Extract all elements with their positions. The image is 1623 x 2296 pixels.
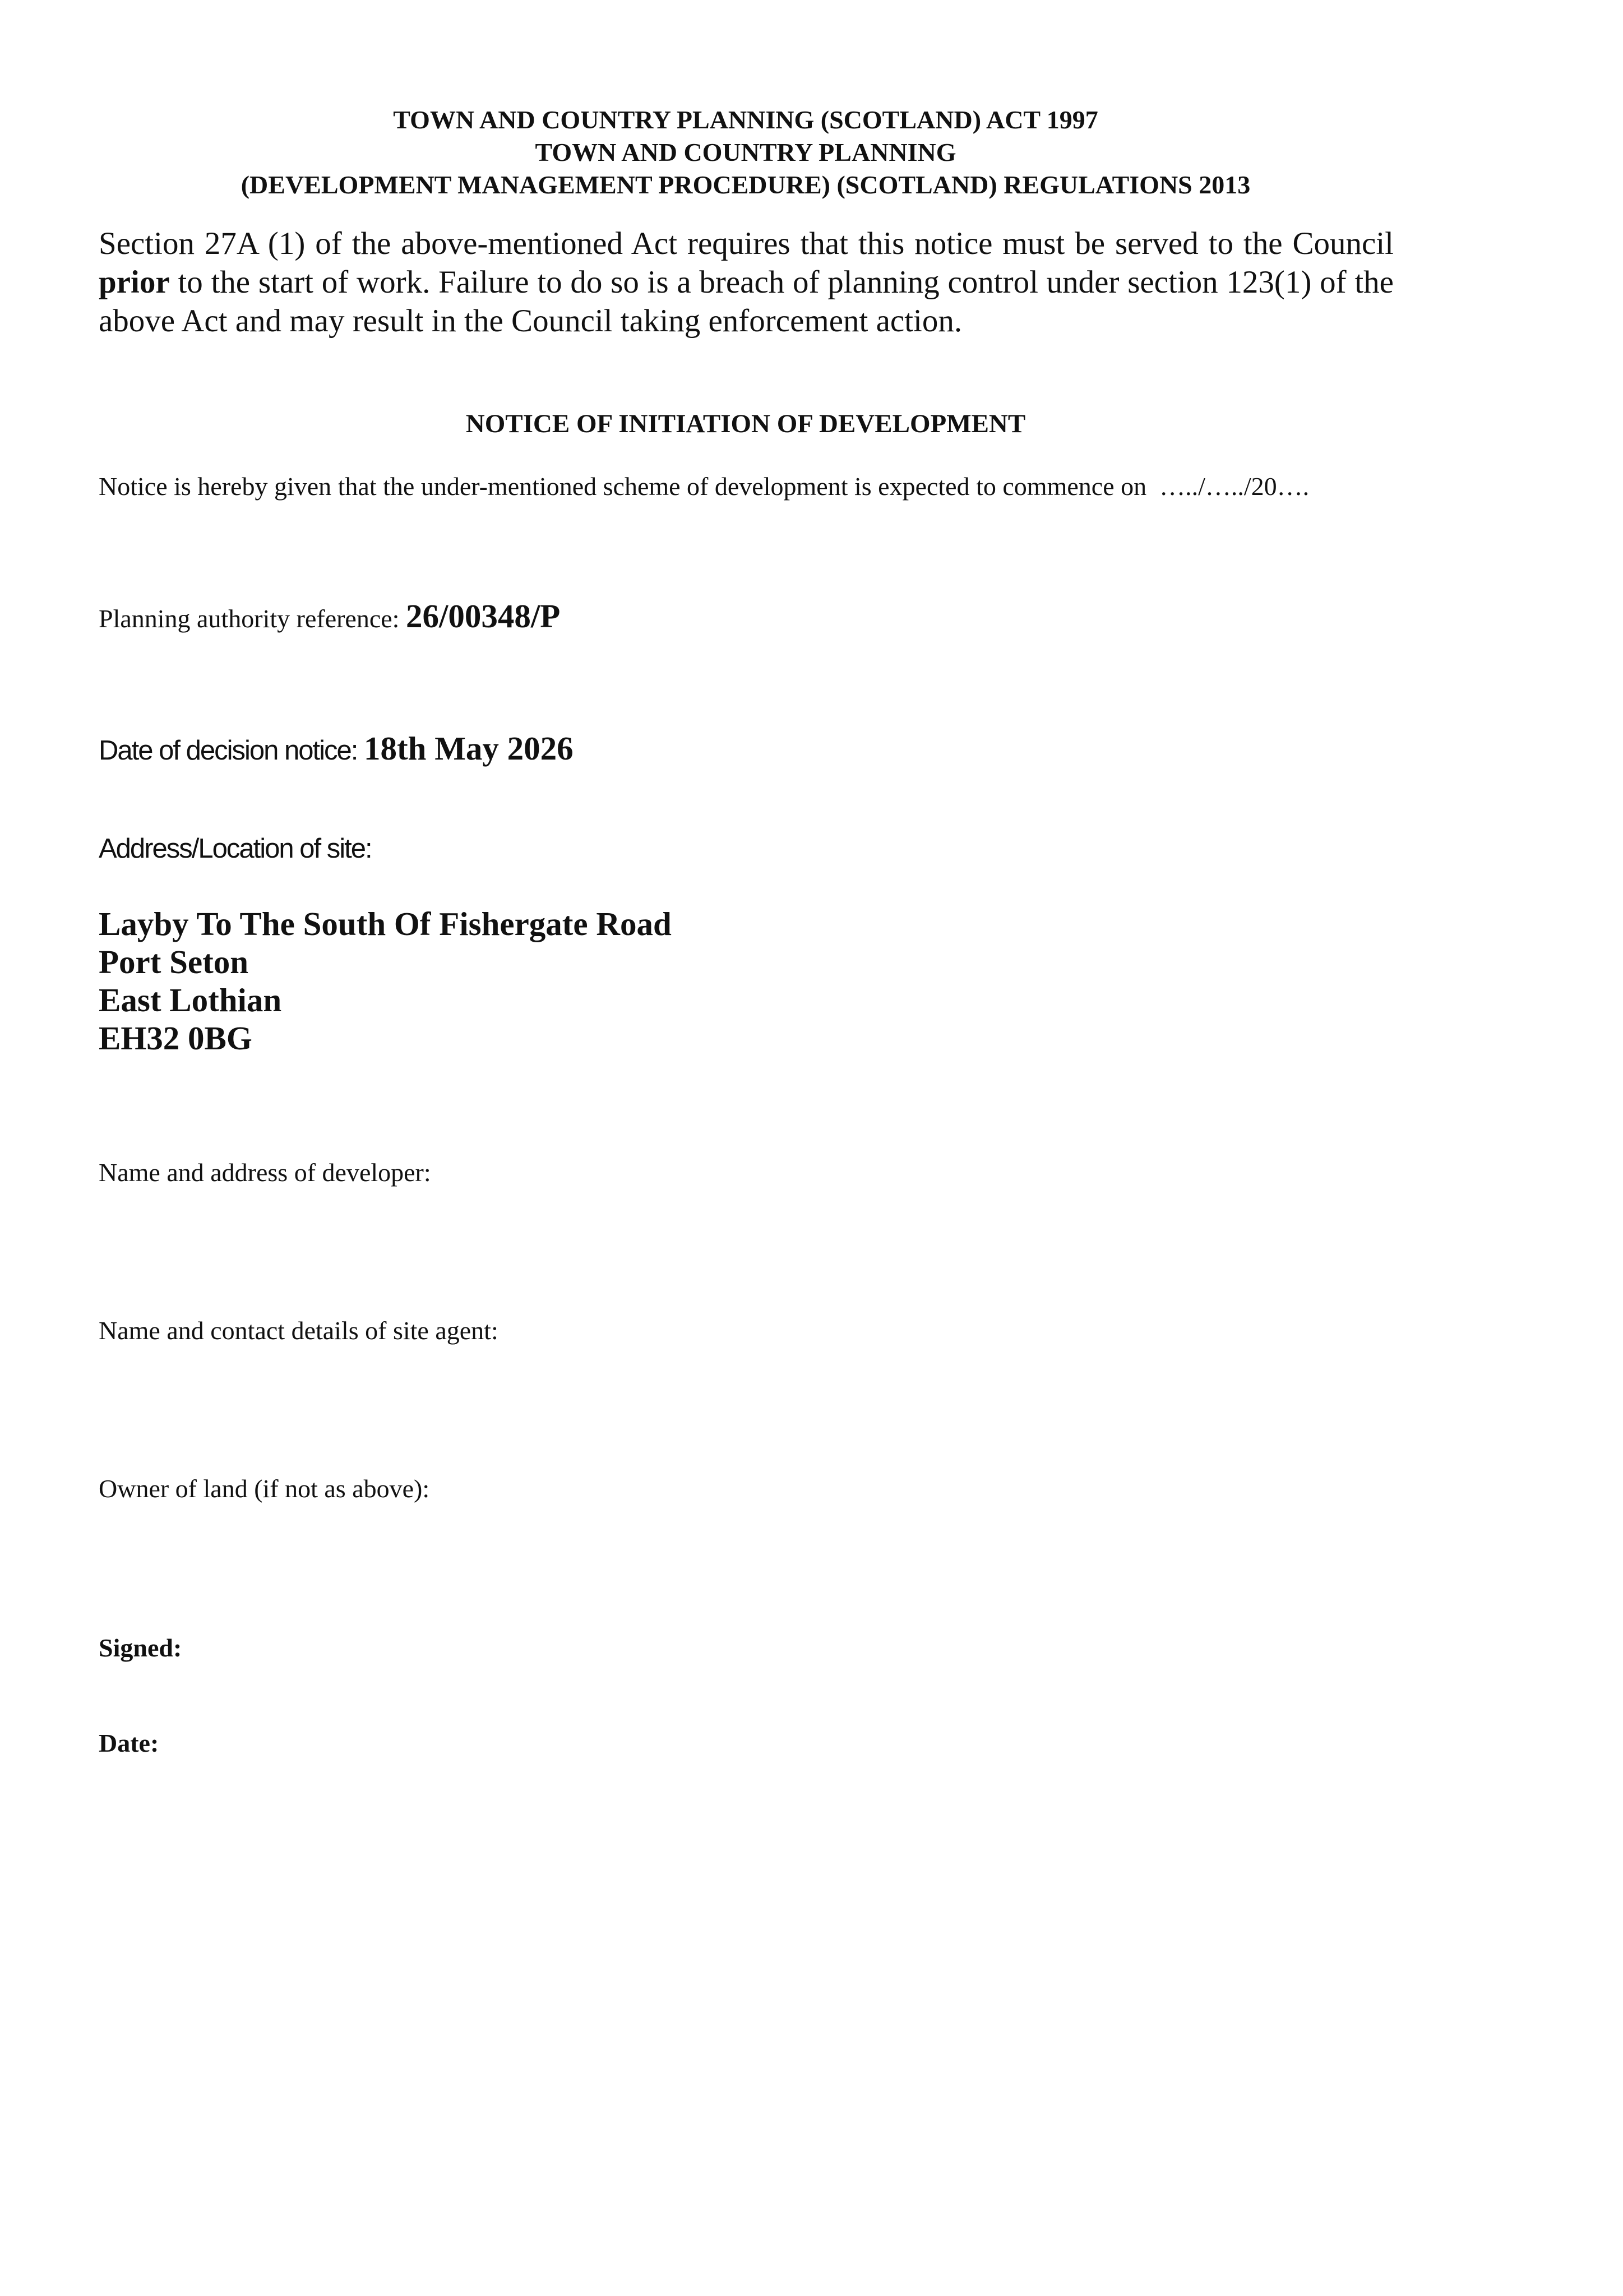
- decision-date-label: Date of decision notice:: [99, 735, 364, 766]
- intro-emphasis: prior: [99, 265, 170, 300]
- commencement-statement: [99, 471, 1399, 502]
- developer-field-label: Name and address of developer:: [99, 1158, 431, 1187]
- intro-text-end: to the start of work. Failure to do so is a breach of planning control under section 123(1) of the above Act and may result in the Council taking enforcement action.: [99, 265, 1394, 339]
- site-address: [99, 905, 672, 1057]
- site-address-line: EH32 0BG: [99, 1020, 252, 1057]
- intro-text-start: Section 27A (1) of the above-mentioned Act requires that this notice must be served to the Council: [99, 226, 1394, 261]
- intro-paragraph: [99, 224, 1394, 340]
- act-title: TOWN AND COUNTRY PLANNING (SCOTLAND) ACT 1997: [393, 105, 1098, 134]
- land-owner-field-label: Owner of land (if not as above):: [99, 1474, 430, 1503]
- site-address-line: Port Seton: [99, 943, 249, 980]
- site-address-label: Address/Location of site:: [99, 834, 372, 864]
- site-agent-field-label: Name and contact details of site agent:: [99, 1316, 498, 1345]
- decision-date: [99, 729, 574, 777]
- commencement-text: Notice is hereby given that the under-mentioned scheme of development is expected to commence on: [99, 472, 1147, 501]
- decision-date-value: 18th May 2026: [363, 730, 574, 767]
- site-address-line: Layby To The South Of Fishergate Road: [99, 905, 672, 942]
- site-address-line: East Lothian: [99, 982, 282, 1019]
- regulations-title: (DEVELOPMENT MANAGEMENT PROCEDURE) (SCOTLAND) REGULATIONS 2013: [241, 170, 1251, 199]
- planning-reference-value: 26/00348/P: [405, 598, 561, 635]
- commencement-date-field: …../…../20….: [1159, 472, 1310, 501]
- notice-title: NOTICE OF INITIATION OF DEVELOPMENT: [465, 409, 1026, 438]
- planning-title: TOWN AND COUNTRY PLANNING: [535, 138, 956, 166]
- planning-reference-label: Planning authority reference:: [99, 604, 406, 633]
- signature-field-label: Signed:: [99, 1633, 182, 1662]
- planning-reference: [99, 596, 560, 638]
- signed-date-field-label: Date:: [99, 1729, 159, 1757]
